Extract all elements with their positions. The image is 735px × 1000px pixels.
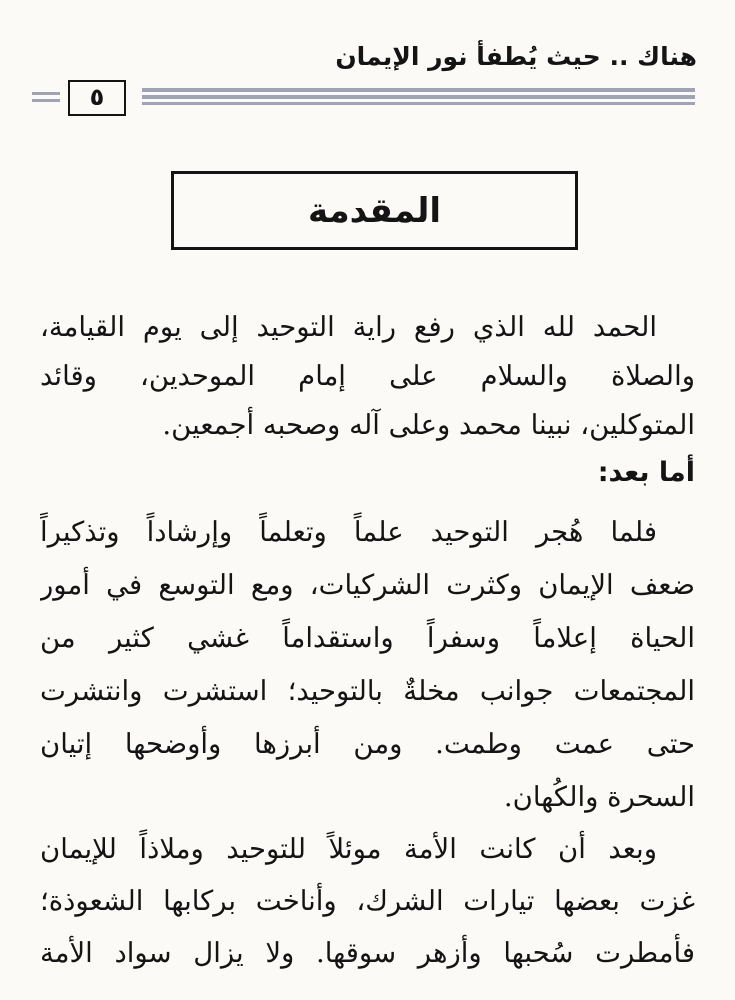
paragraph-line: الحياة إعلاماً وسفراً واستقداماً غشي كثير من: [40, 622, 695, 654]
header-rule-left: [32, 99, 60, 102]
paragraph-line: ضعف الإيمان وكثرت الشركيات، ومع التوسع في أمور: [40, 569, 695, 601]
header-rule: [142, 88, 695, 92]
header-rule-left: [32, 92, 60, 95]
section-title: المقدمة: [308, 190, 441, 231]
running-header-title: هناك .. حيث يُطفأ نور الإيمان: [335, 42, 697, 71]
paragraph-line: غزت بعضها تيارات الشرك، وأناخت بركابها الشعوذة؛: [40, 885, 695, 917]
paragraph-line: المجتمعات جوانب مخلةٌ بالتوحيد؛ استشرت وانتشرت: [40, 675, 695, 707]
section-title-box: [171, 171, 578, 250]
page-number: ٥: [68, 80, 126, 116]
paragraph-line: السحرة والكُهان.: [503, 781, 695, 813]
paragraph-line: فلما هُجر التوحيد علماً وتعلماً وإرشاداً وتذكيراً: [40, 516, 657, 548]
paragraph-line: والصلاة والسلام على إمام الموحدين، وقائد: [40, 360, 695, 392]
paragraph-line: المتوكلين، نبينا محمد وعلى آله وصحبه أجمعين.: [162, 409, 695, 441]
paragraph-line: حتى عمت وطمت. ومن أبرزها وأوضحها إتيان: [40, 728, 695, 760]
header-rule: [142, 102, 695, 105]
paragraph-line: وبعد أن كانت الأمة موئلاً للتوحيد وملاذاً للإيمان: [40, 833, 657, 865]
paragraph-line: الحمد لله الذي رفع راية التوحيد إلى يوم القيامة،: [40, 311, 657, 343]
header-rule: [142, 95, 695, 99]
subheading: أما بعد:: [597, 457, 695, 488]
paragraph-line: فأمطرت سُحبها وأزهر سوقها. ولا يزال سواد الأمة: [40, 937, 695, 969]
